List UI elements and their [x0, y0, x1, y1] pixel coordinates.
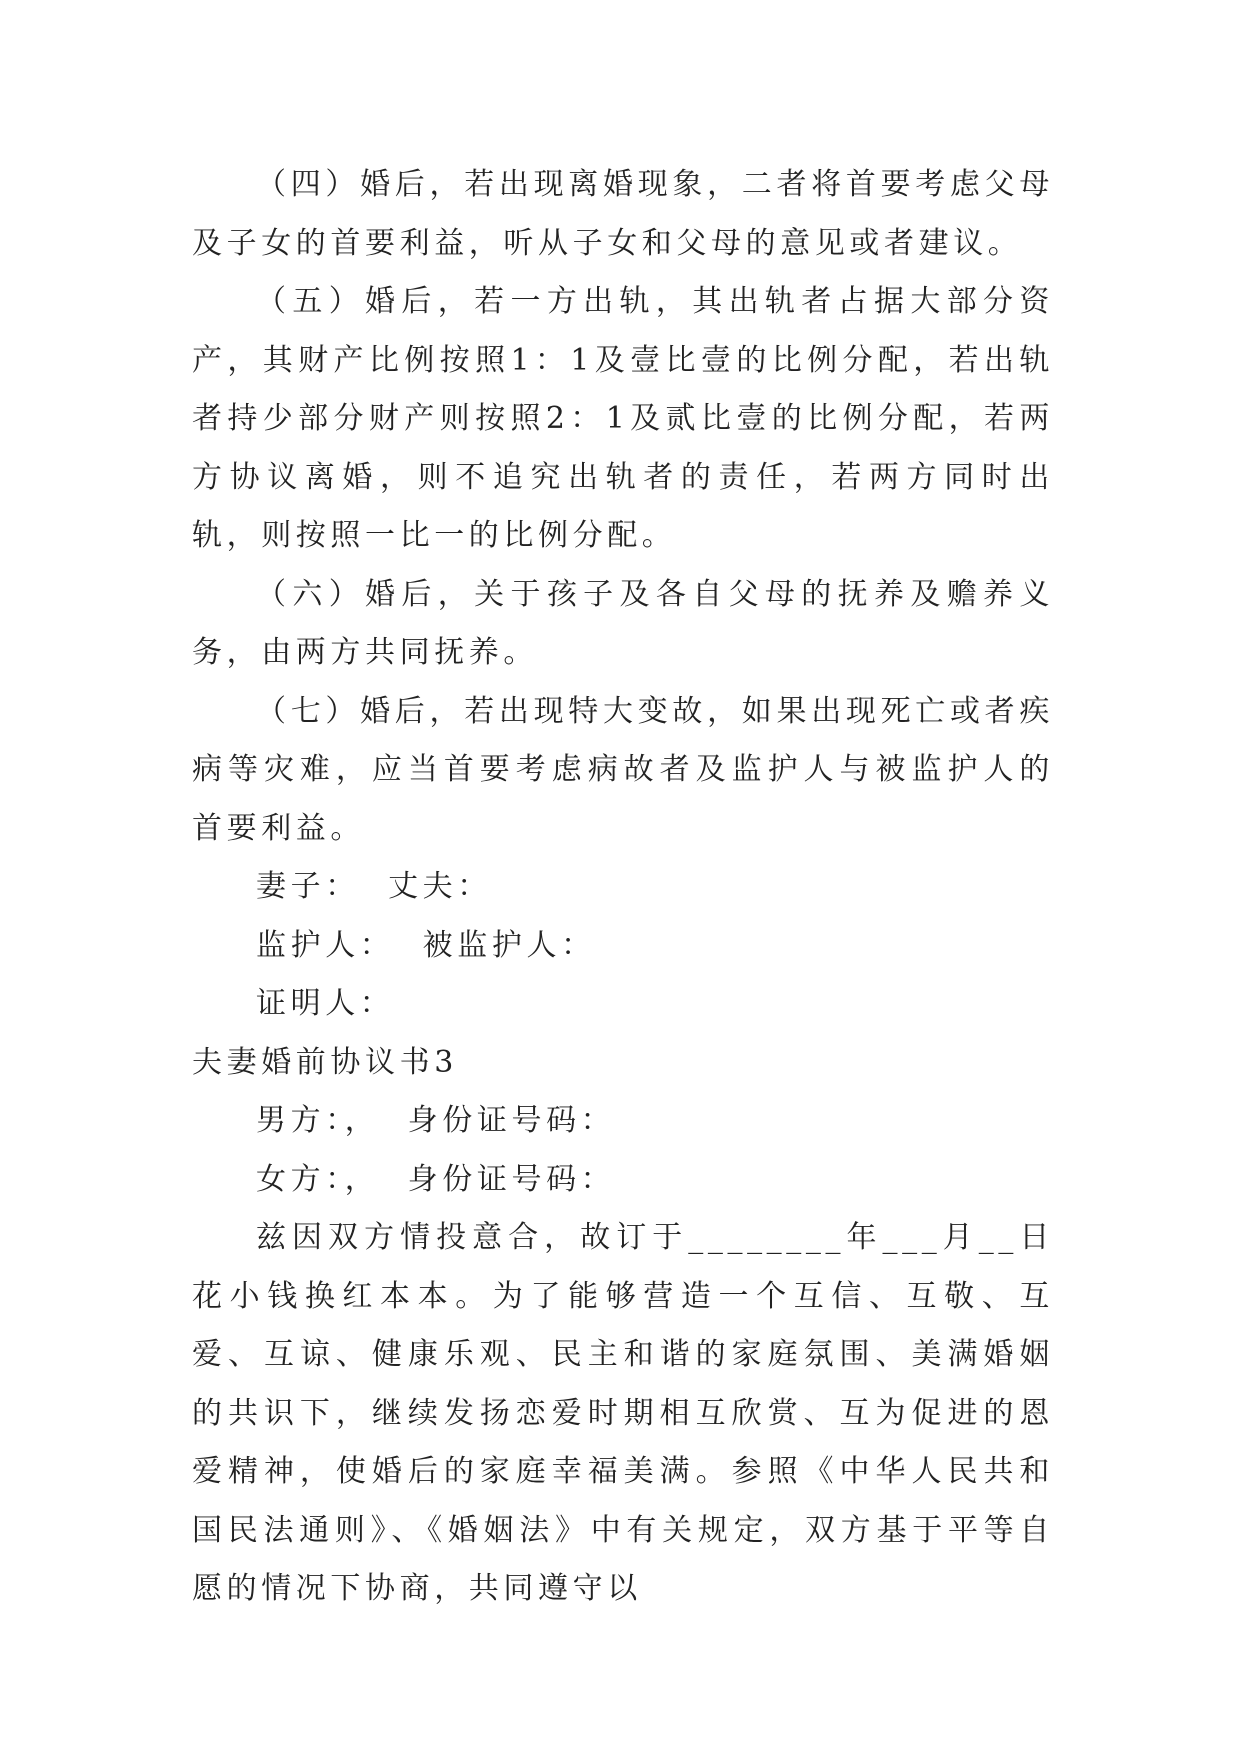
clause-7-paragraph: （七）婚后，若出现特大变故，如果出现死亡或者疾病等灾难，应当首要考虑病故者及监护人与被监护人的首要利益。: [192, 693, 1054, 846]
preamble-paragraph: 兹因双方情投意合，故订于________年___月__日花小钱换红本本。为了能够营造一个互信、互敬、互爱、互谅、健康乐观、民主和谐的家庭氛围、美满婚姻的共识下，继续发扬恋爱时期相互欣赏、互为促进的恩爱精神，使婚后的家庭幸福美满。参照《中华人民共和国民法通则》、《婚姻法》中有关规定，双方基于平等自愿的情况下协商，共同遵守以: [192, 1220, 1054, 1606]
spouses-signature-line: 妻子： 丈夫：: [256, 869, 492, 904]
witness-signature-line: 证明人：: [256, 986, 395, 1021]
female-party-line: 女方：， 身份证号码：: [256, 1161, 616, 1197]
guardians-signature-line: 监护人： 被监护人：: [256, 927, 596, 963]
clause-4-paragraph: （四）婚后，若出现离婚现象，二者将首要考虑父母及子女的首要利益，听从子女和父母的意见或者建议。: [192, 167, 1054, 261]
document-body: [192, 156, 1054, 1619]
male-party-line: 男方：， 身份证号码：: [256, 1103, 616, 1138]
clause-5-paragraph: （五）婚后，若一方出轨，其出轨者占据大部分资产，其财产比例按照1：1及壹比壹的比例分配，若出轨者持少部分财产则按照2：1及贰比壹的比例分配，若两方协议离婚，则不追究出轨者的责任，若两方同时出轨，则按照一比一的比例分配。: [192, 284, 1054, 553]
clause-6-paragraph: （六）婚后，关于孩子及各自父母的抚养及赡养义务，由两方共同抚养。: [192, 576, 1054, 670]
section-title: 夫妻婚前协议书3: [192, 1044, 458, 1080]
